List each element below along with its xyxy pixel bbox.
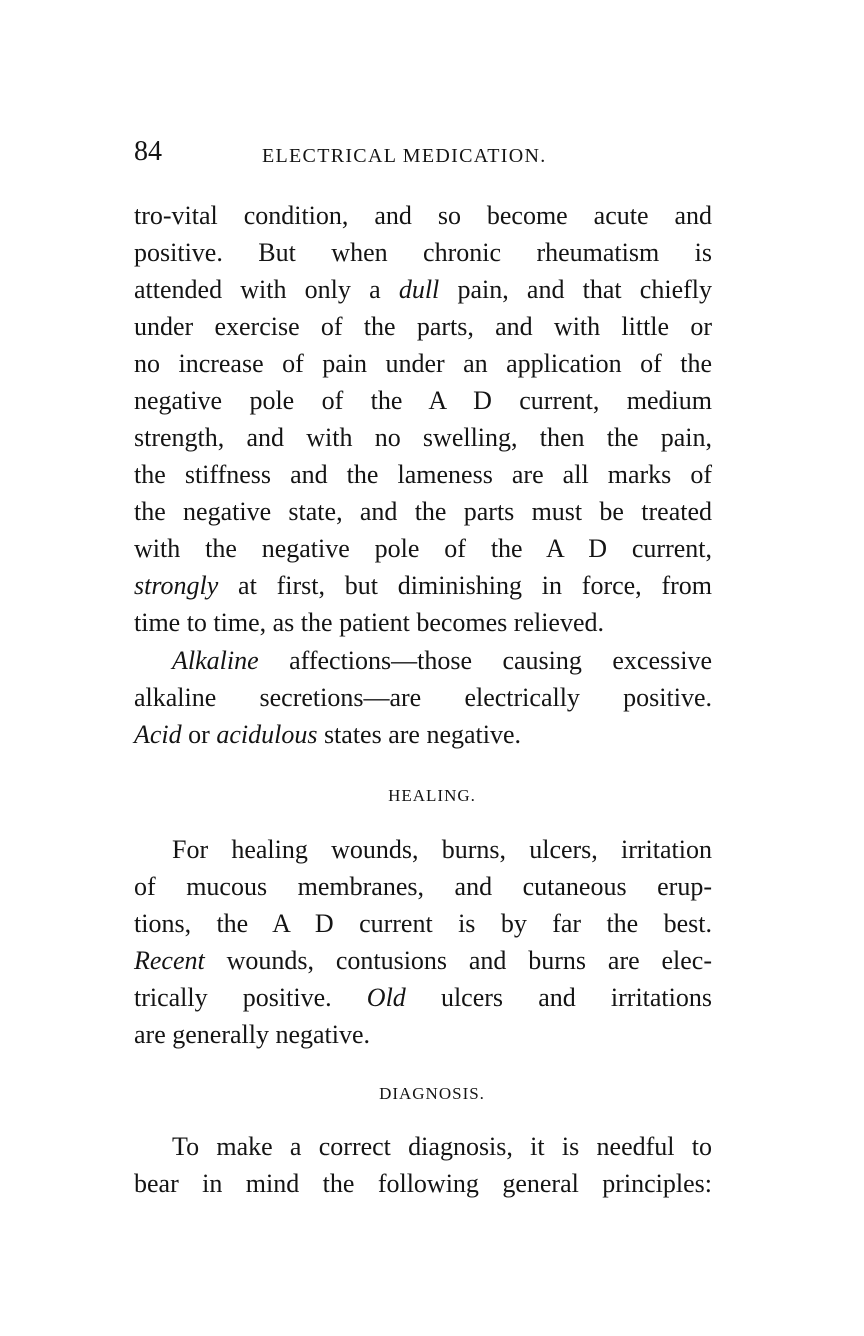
italic-word: Old [366, 983, 406, 1012]
text-line: under exercise of the parts, and with little or [134, 312, 712, 341]
page-header [134, 132, 714, 172]
italic-word: Recent [134, 946, 205, 975]
text-line: time to time, as the patient becomes relieved. [134, 608, 605, 637]
text-line: are generally negative. [134, 1020, 371, 1049]
text-line [134, 567, 712, 604]
text-line: tions, the A D current is by far the best. [134, 909, 712, 938]
text-fragment: attended with only a [134, 275, 399, 304]
section-heading-healing: HEALING. [388, 786, 476, 805]
text-line [134, 271, 712, 308]
italic-word: Acid [134, 720, 182, 749]
text-line: positive. But when chronic rheumatism is [134, 238, 712, 267]
text-line: of mucous membranes, and cutaneous erup- [134, 872, 712, 901]
section-heading-diagnosis: DIAGNOSIS. [379, 1084, 485, 1103]
page-number: 84 [134, 136, 162, 167]
text-fragment: ulcers and irritations [405, 983, 712, 1012]
text-line: alkaline secretions—are electrically positive. [134, 683, 712, 712]
text-line: strength, and with no swelling, then the pain, [134, 423, 712, 452]
text-fragment: wounds, contusions and burns are elec- [204, 946, 712, 975]
text-fragment: affections—those causing excessive [258, 646, 712, 675]
text-line [134, 642, 712, 679]
text-line: with the negative pole of the A D current, [134, 534, 712, 563]
text-line: bear in mind the following general principles: [134, 1169, 712, 1198]
text-fragment: states are negative. [317, 720, 522, 749]
text-line: the stiffness and the lameness are all marks of [134, 460, 712, 489]
text-line [134, 716, 712, 753]
text-line: no increase of pain under an application of the [134, 349, 712, 378]
italic-word: strongly [134, 571, 219, 600]
text-line: For healing wounds, burns, ulcers, irritation [172, 835, 712, 864]
italic-word: dull [398, 275, 440, 304]
text-line [134, 942, 712, 979]
text-line: tro-vital condition, and so become acute and [134, 201, 712, 230]
paragraph-diagnosis [134, 1128, 712, 1202]
text-fragment: trically positive. [134, 983, 367, 1012]
paragraph-healing [134, 831, 712, 1053]
text-line: To make a correct diagnosis, it is needful to [172, 1132, 712, 1161]
running-title: ELECTRICAL MEDICATION. [262, 145, 547, 167]
text-fragment: at first, but diminishing in force, from [218, 571, 712, 600]
text-line [134, 979, 712, 1016]
text-line: negative pole of the A D current, medium [134, 386, 712, 415]
italic-word: acidulous [216, 720, 318, 749]
text-line: the negative state, and the parts must be treated [134, 497, 712, 526]
text-fragment: pain, and that chiefly [439, 275, 712, 304]
paragraph-alkaline [134, 642, 712, 753]
italic-word: Alkaline [172, 646, 259, 675]
paragraph-rheumatism [134, 197, 712, 641]
text-fragment: or [181, 720, 217, 749]
